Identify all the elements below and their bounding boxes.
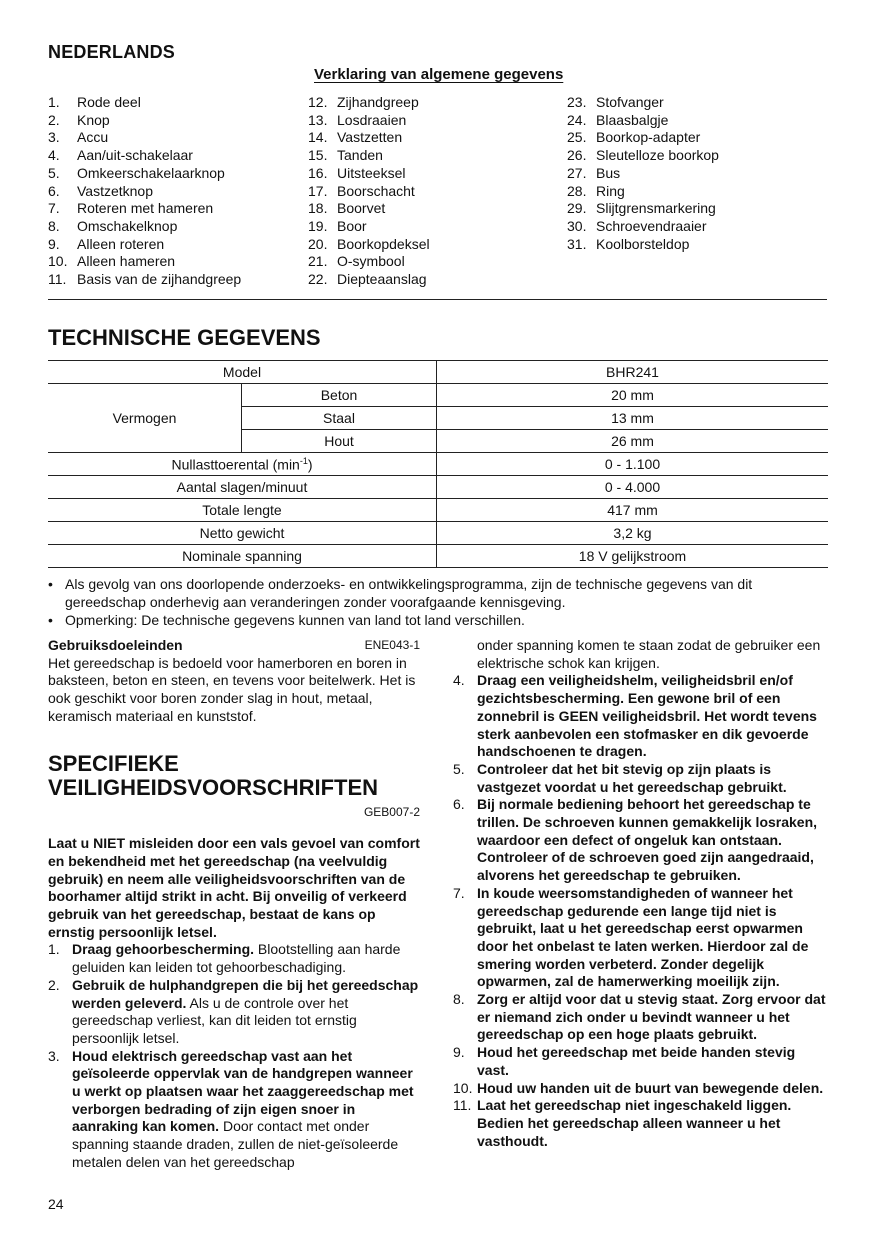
legend-item: 9. Alleen roteren — [48, 235, 165, 252]
blows-per-minute-label: Aantal slagen/minuut — [48, 476, 437, 499]
table-row — [48, 499, 828, 522]
legend-item: 20. Boorkopdeksel — [308, 235, 430, 252]
legend-item: 29. Slijtgrensmarkering — [567, 200, 716, 217]
no-load-speed-value: 0 - 1.100 — [437, 453, 829, 476]
legend-item: 24. Blaasbalgje — [567, 111, 669, 128]
legend-item: 17. Boorschacht — [308, 182, 415, 199]
legend-title: Verklaring van algemene gegevens — [314, 66, 564, 83]
list-item: • Als gevolg van ons doorlopende onderzoeks- en ontwikkelingsprogramma, zijn de technische gegevens van dit gereedschap onderhevig aan veranderingen zonder voorafgaande kennisgeving. — [48, 576, 753, 610]
capacity-value: 20 mm — [437, 384, 829, 407]
page-number: 24 — [48, 1196, 64, 1212]
legend-item: 21. O-symbool — [308, 253, 405, 270]
model-value: BHR241 — [437, 361, 829, 384]
legend-item: 3. Accu — [48, 129, 109, 146]
list-item: 11. Laat het gereedschap niet ingeschakeld liggen. Bedien het gereedschap alleen wanneer u het vasthoudt. — [453, 1097, 792, 1149]
legend-item: 12. Zijhandgreep — [308, 94, 419, 110]
safety-intro: Laat u NIET misleiden door een vals gevoel van comfort en bekendheid met het gereedschap (na veelvuldig gebruik) en neem alle veiligheidsvoorschriften van de boorhamer altijd strikt in acht. Bij onveilig of verkeerd gebruik van het gereedschap, bestaat de kans op ernstig persoonlijk letsel. — [48, 835, 420, 940]
legend-item: 28. Ring — [567, 182, 625, 199]
net-weight-label: Netto gewicht — [48, 522, 437, 545]
list-item: 5. Controleer dat het bit stevig op zijn plaats is vastgezet voordat u het gereedschap gebruikt. — [453, 760, 787, 795]
list-item: 7. In koude weersomstandigheden of wanneer het gereedschap gedurende een lange tijd niet is gebruikt, laat u het gereedschap eerst opwarmen door het onbelast te laten werken. Hierdoor zal de smering worden verbeterd. Zonder degelijk opwarmen, zal de hamerwerking moeilijk zijn. — [453, 884, 809, 990]
left-column — [48, 637, 420, 1172]
table-row — [48, 384, 828, 407]
right-column — [453, 637, 827, 1150]
list-item: • Opmerking: De technische gegevens kunnen van land tot land verschillen. — [48, 612, 525, 628]
legend-item: 11. Basis van de zijhandgreep — [48, 271, 242, 288]
legend-item: 7. Roteren met hameren — [48, 200, 214, 217]
legend-item: 14. Vastzetten — [308, 129, 403, 146]
table-row — [48, 453, 828, 476]
model-label: Model — [48, 361, 437, 384]
legend-column-2 — [308, 94, 430, 289]
legend-item: 31. Koolborsteldop — [567, 235, 690, 252]
list-item: 4. Draag een veiligheidshelm, veiligheidsbril en/of gezichtsbescherming. Een gewone bril of een zonnebril is GEEN veiligheidsbril. Het wordt tevens sterk aanbevolen een stofmasker en dik gevoerde handschoenen te dragen. — [453, 672, 817, 760]
legend-item: 22. Diepteaanslag — [308, 271, 427, 288]
legend-item: 4. Aan/uit-schakelaar — [48, 147, 193, 164]
legend-item: 19. Boor — [308, 217, 367, 234]
table-row — [48, 545, 828, 568]
legend-item: 5. Omkeerschakelaarknop — [48, 164, 225, 181]
blows-per-minute-value: 0 - 4.000 — [437, 476, 829, 499]
table-row — [48, 361, 828, 384]
safety-heading: SPECIFIEKE VEILIGHEIDSVOORSCHRIFTEN — [48, 750, 379, 800]
net-weight-value: 3,2 kg — [437, 522, 829, 545]
legend-item: 2. Knop — [48, 111, 110, 128]
no-load-speed-label: Nullasttoerental $(\min^{-1})$ — [48, 453, 437, 476]
legend-item: 18. Boorvet — [308, 200, 386, 217]
capacity-material: Beton — [242, 384, 437, 407]
overall-length-value: 417 mm — [437, 499, 829, 522]
capacity-label: Vermogen — [48, 384, 242, 453]
list-item: 1. Draag gehoorbescherming. Blootstelling aan harde geluiden kan leiden tot gehoorbeschadiging. — [48, 941, 401, 976]
bullet-icon: • — [48, 576, 53, 592]
legend-item: 27. Bus — [567, 164, 621, 181]
table-row — [48, 522, 828, 545]
legend-item: 6. Vastzetknop — [48, 182, 154, 199]
capacity-material: Hout — [242, 430, 437, 453]
capacity-value: 13 mm — [437, 407, 829, 430]
tech-specs-heading: TECHNISCHE GEGEVENS — [48, 325, 321, 350]
usage-text: Het gereedschap is bedoeld voor hamerboren en boren in baksteen, beton en steen, en tevens voor beitelwerk. Het is ook geschikt voor boren zonder slag in hout, metaal, keramisch materiaal en kunststof. — [48, 654, 416, 724]
spec-notes — [48, 575, 828, 629]
legend-item: 23. Stofvanger — [567, 94, 664, 110]
rated-voltage-label: Nominale spanning — [48, 545, 437, 568]
legend-item: 13. Losdraaien — [308, 111, 407, 128]
capacity-value: 26 mm — [437, 430, 829, 453]
usage-code: ENE043-1 — [364, 638, 420, 652]
list-item: 10. Houd uw handen uit de buurt van bewegende delen. — [453, 1079, 824, 1096]
list-item: 2. Gebruik de hulphandgrepen die bij het gereedschap werden geleverd. Als u de controle over het gereedschap verliest, kan dit leiden tot ernstig persoonlijk letsel. — [48, 976, 419, 1046]
item-continuation: onder spanning komen te staan zodat de gebruiker een elektrische schok kan krijgen. — [477, 637, 821, 671]
capacity-material: Staal — [242, 407, 437, 430]
list-item: 9. Houd het gereedschap met beide handen stevig vast. — [453, 1044, 796, 1078]
safety-code: GEB007-2 — [363, 804, 420, 819]
legend-item: 15. Tanden — [308, 147, 383, 164]
list-item: 6. Bij normale bediening behoort het gereedschap te trillen. De schroeven kunnen gemakkelijk losraken, waardoor een defect of ongeluk kan ontstaan. Controleer of de schroeven goed zijn aangedraaid, alvorens het gereedschap te gebruiken. — [453, 796, 818, 884]
list-item: 8. Zorg er altijd voor dat u stevig staat. Zorg ervoor dat er niemand zich onder u bevindt wanneer u het gereedschap op een hoge plaats gebruikt. — [453, 991, 826, 1043]
legend-item: 30. Schroevendraaier — [567, 217, 707, 234]
legend-item: 1. Rode deel — [48, 94, 141, 110]
table-row — [48, 476, 828, 499]
legend-item: 25. Boorkop-adapter — [567, 129, 701, 146]
legend-item: 8. Omschakelknop — [48, 217, 178, 234]
list-item: 3. Houd elektrisch gereedschap vast aan het geïsoleerde oppervlak van de handgrepen wanneer u werkt op plaatsen waar het zaaggereedschap met verborgen bedrading of zijn eigen snoer in aanraking kan komen. Door contact met onder spanning staande draden, zullen de niet-geïsoleerde metalen delen van het gereedschap — [48, 1047, 414, 1170]
legend-item: 26. Sleutelloze boorkop — [567, 147, 719, 164]
rated-voltage-value: 18 V gelijkstroom — [437, 545, 829, 568]
overall-length-label: Totale lengte — [48, 499, 437, 522]
legend-column-1 — [48, 94, 241, 289]
section-divider — [48, 299, 827, 300]
usage-heading: Gebruiksdoeleinden — [48, 637, 183, 653]
legend-item: 16. Uitsteeksel — [308, 164, 406, 181]
bullet-icon: • — [48, 612, 53, 628]
legend-item: 10. Alleen hameren — [48, 253, 176, 270]
legend-column-3 — [567, 94, 719, 253]
language-heading: NEDERLANDS — [48, 42, 176, 62]
spec-table — [48, 360, 828, 568]
